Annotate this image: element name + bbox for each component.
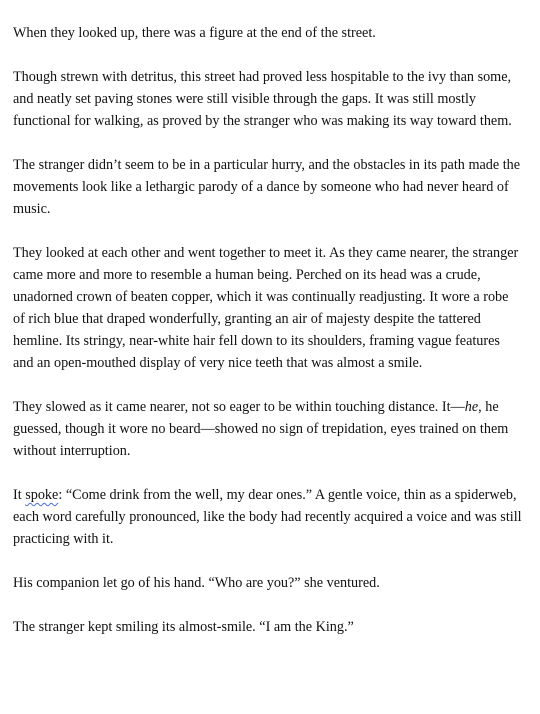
paragraph-4: They looked at each other and went together to meet it. As they came nearer, the stranger came more and more to resemble a human being. Perched on its head was a crude, unadorned crown of beaten copper, which it was continually readjusting. It wore a robe of rich blue that draped wonderfully, granting an air of majesty despite the tattered hemline. Its stringy, near-white hair fell down to its shoulders, framing vague features and an open-mouthed display of very nice teeth that was almost a smile. <box>13 245 519 371</box>
paragraph-6 <box>13 484 522 550</box>
paragraph-5-italic-word: he <box>464 399 479 415</box>
paragraph-7: His companion let go of his hand. “Who are you?” she ventured. <box>13 575 380 591</box>
paragraph-6-text-after: : “Come drink from the well, my dear ones.” A gentle voice, thin as a spiderweb, each word carefully pronounced, like the body had recently acquired a voice and was still practicing with it. <box>13 487 522 547</box>
paragraph-2: Though strewn with detritus, this street had proved less hospitable to the ivy than some, and neatly set paving stones were still visible through the gaps. It was still mostly functional for walking, as proved by the stranger who was making its way toward them. <box>13 69 512 129</box>
spellcheck-flagged-word[interactable]: spoke <box>25 487 59 503</box>
paragraph-5 <box>13 396 522 462</box>
paragraph-1: When they looked up, there was a figure at the end of the street. <box>13 25 376 41</box>
paragraph-5-text-after: , he guessed, though it wore no beard—showed no sign of trepidation, eyes trained on them without interruption. <box>13 399 509 459</box>
paragraph-3: The stranger didn’t seem to be in a particular hurry, and the obstacles in its path made the movements look like a lethargic parody of a dance by someone who had never heard of music. <box>13 157 521 217</box>
paragraph-6-text-before: It <box>13 487 26 503</box>
paragraph-5-text-before: They slowed as it came nearer, not so eager to be within touching distance. It— <box>13 399 465 415</box>
paragraph-8: The stranger kept smiling its almost-smile. “I am the King.” <box>13 619 354 635</box>
